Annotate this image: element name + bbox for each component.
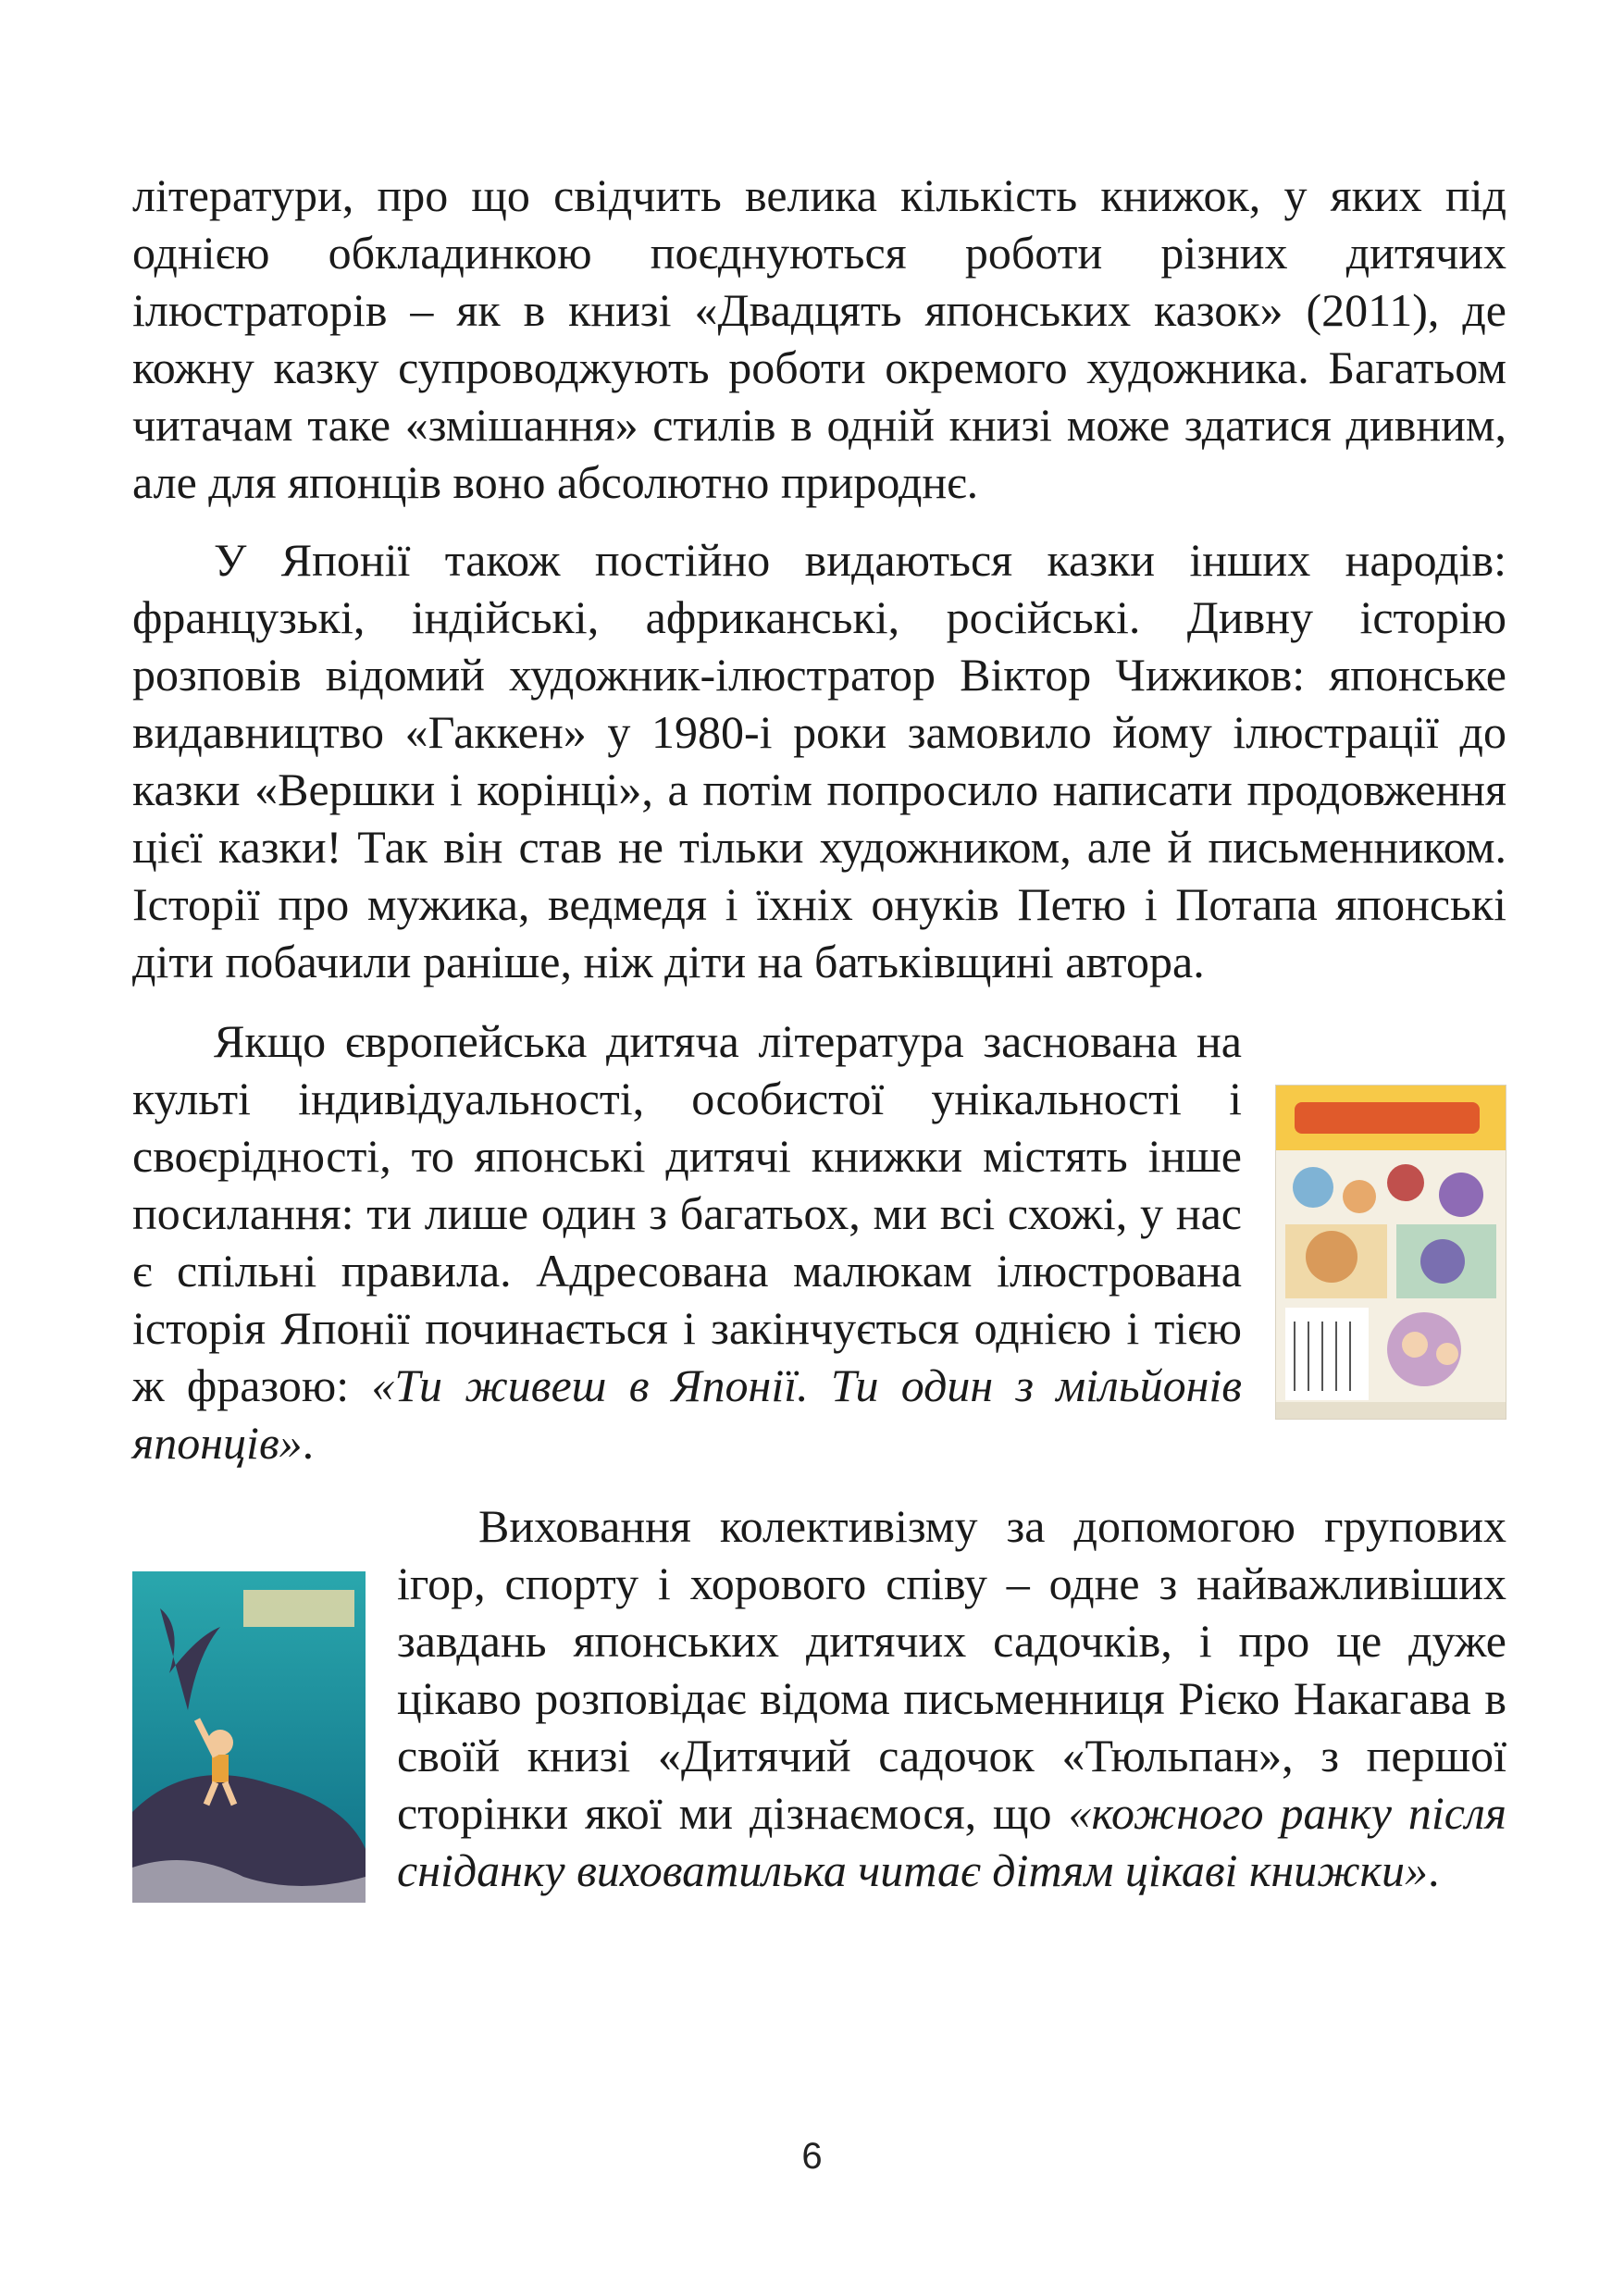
paragraph-3-text: Якщо європейська дитяча література заснована на культі індивідуальності, особистої унікальності і своєрідності, то японські дитячі книжки містять інше посилання: ти лише один з багатьох, ми всі схожі, у нас є спільні правила. Адресована малюкам ілюстрована історія Японії починається і закінчується однією і тією ж фразою: — [132, 1015, 1242, 1411]
paragraph-3-end: . — [302, 1417, 315, 1469]
page-number: 6 — [801, 2136, 823, 2177]
page-content — [132, 167, 1506, 1908]
book-cover-whale-illustration — [132, 1571, 366, 1903]
paragraph-4-quote: «кожного ранку після сніданку виховатилька читає дітям цікаві книжки» — [397, 1787, 1506, 1896]
book-cover-history-of-japan — [1275, 1085, 1506, 1420]
paragraph-4 — [132, 1497, 1506, 1899]
paragraph-3-quote: «Ти живеш в Японії. Ти один з мільйонів японців» — [132, 1359, 1243, 1469]
paragraph-2: У Японії також постійно видаються казки інших народів: французькі, індійські, африканські, російські. Дивну історію розповів відомий художник-ілюстратор Віктор Чижиков: японське видавництво «Гаккен» у 1980-і роки замовило йому ілюстрації до казки «Вершки і корінці», а потім попросило написати продовження цієї казки! Так він став не тільки художником, але й письменником. Історії про мужика, ведмедя і їхніх онуків Петю і Потапа японські діти побачили раніше, ніж діти на батьківщині автора. — [132, 534, 1506, 987]
paragraph-4-text: Виховання колективізму за допомогою групових ігор, спорту і хорового співу – одне з найважливіших завдань японських дитячих садочків, і про це дуже цікаво розповідає відома письменниця Рієко Накагава в своїй книзі «Дитячий садочок «Тюльпан», з першої сторінки якої ми дізнаємося, що — [397, 1500, 1506, 1839]
paragraph-3 — [132, 1012, 1506, 1471]
book-cover-illustration — [1276, 1086, 1506, 1419]
paragraph-4-end: . — [1428, 1844, 1440, 1896]
paragraph-1: літератури, про що свідчить велика кількість книжок, у яких під однією обкладинкою поєднуються роботи різних дитячих ілюстраторів – як в книзі «Двадцять японських казок» (2011), де кожну казку супроводжують роботи окремого художника. Багатьом читачам таке «змішання» стилів в одній книзі може здатися дивним, але для японців воно абсолютно природнє. — [132, 169, 1506, 508]
book-cover-tulip-kindergarten — [132, 1571, 366, 1903]
